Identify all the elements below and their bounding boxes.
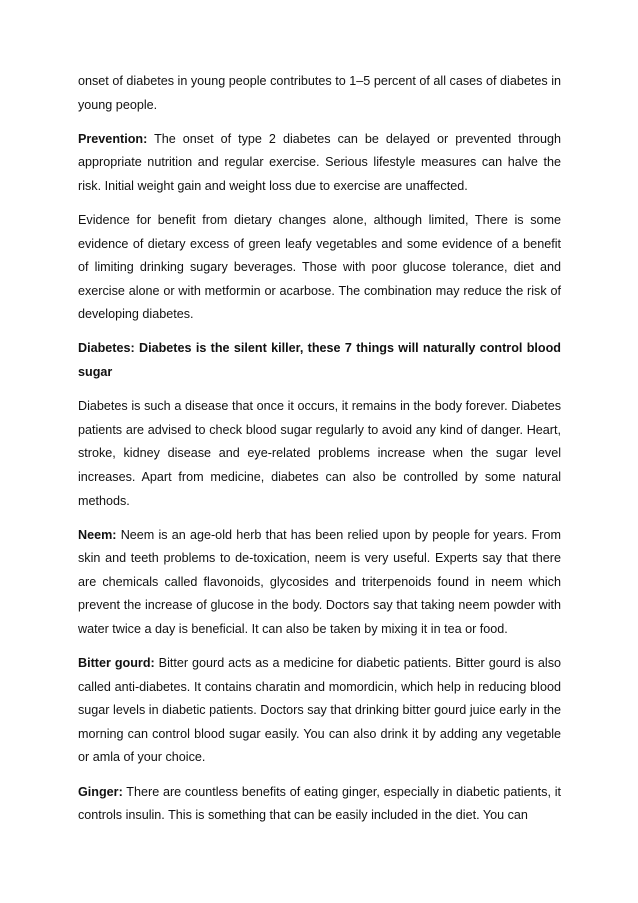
- section-heading: Diabetes: Diabetes is the silent killer, these 7 things will naturally control blood sugar: [78, 341, 561, 380]
- paragraph-prevention: [78, 128, 561, 199]
- paragraph-bitter-gourd: [78, 652, 561, 770]
- paragraph-young-onset: onset of diabetes in young people contributes to 1–5 percent of all cases of diabetes in young people.: [78, 74, 561, 112]
- paragraph-neem: [78, 524, 561, 642]
- bitter-gourd-label: Bitter gourd:: [78, 656, 155, 671]
- prevention-label: Prevention:: [78, 131, 148, 146]
- paragraph-ginger: [78, 781, 561, 828]
- paragraph-intro: Diabetes is such a disease that once it occurs, it remains in the body forever. Diabetes patients are advised to check blood sugar regularly to avoid any kind of danger. Heart, stroke, kidney disease and eye-related problems increase when the sugar level increases. Apart from medicine, diabetes can also be controlled by some natural methods.: [78, 399, 561, 508]
- ginger-label: Ginger:: [78, 784, 123, 799]
- paragraph-evidence: Evidence for benefit from dietary changes alone, although limited, There is some evidence of dietary excess of green leafy vegetables and some evidence of a benefit of limiting drinking sugary beverages. Those with poor glucose tolerance, diet and exercise alone or with metformin or acarbose. The combination may reduce the risk of developing diabetes.: [78, 212, 561, 322]
- neem-text: Neem is an age-old herb that has been relied upon by people for years. From skin and teeth problems to de-toxication, neem is very useful. Experts say that there are chemicals called flavonoids, glycosides and triterpenoids found in neem which prevent the increase of glucose in the body. Doctors say that taking neem powder with water twice a day is beneficial. It can also be taken by mixing it in tea or food.: [78, 527, 561, 636]
- ginger-text: There are countless benefits of eating ginger, especially in diabetic patients, it controls insulin. This is something that can be easily included in the diet. You can: [78, 784, 561, 823]
- prevention-text: The onset of type 2 diabetes can be delayed or prevented through appropriate nutrition and regular exercise. Serious lifestyle measures can halve the risk. Initial weight gain and weight loss due to exercise are unaffected.: [78, 131, 561, 193]
- bitter-gourd-text: Bitter gourd acts as a medicine for diabetic patients. Bitter gourd is also called anti-diabetes. It contains charatin and momordicin, which help in reducing blood sugar levels in diabetic patients. Doctors say that drinking bitter gourd juice early in the morning can control blood sugar easily. You can also drink it by adding any vegetable or amla of your choice.: [78, 656, 561, 765]
- neem-label: Neem:: [78, 527, 117, 542]
- document-body: [78, 70, 561, 838]
